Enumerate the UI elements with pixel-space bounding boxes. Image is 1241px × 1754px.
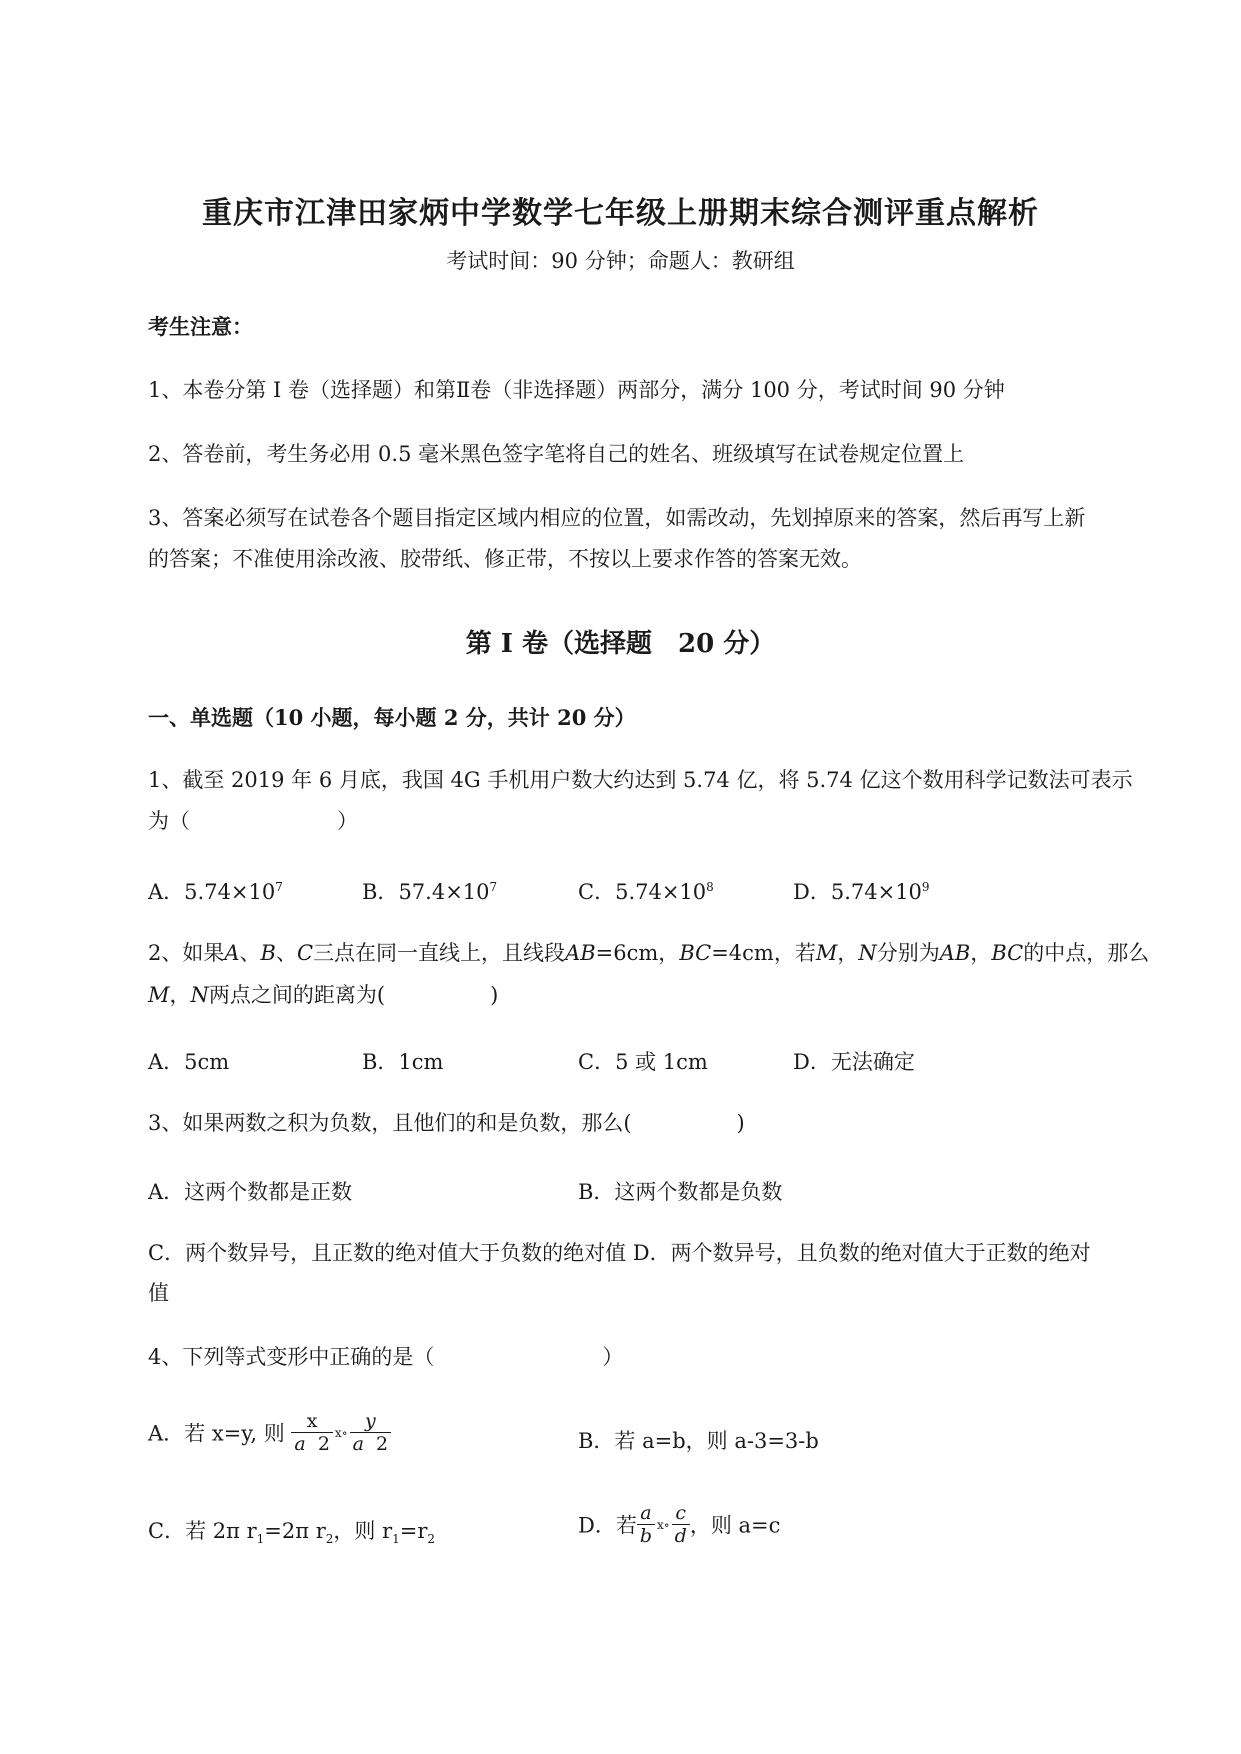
exam-subtitle: 考试时间：90 分钟；命题人：教研组 — [446, 249, 795, 273]
fraction-y-over-a2: $\frac{y}{a 2}$ — [350, 1410, 392, 1455]
fraction-x-over-a2: $\frac{x}{a 2}$ — [291, 1410, 333, 1455]
q3-option-b: B．这两个数都是负数 — [578, 1180, 783, 1204]
q4-option-d: D．若 $\frac{a}{b}$ ⅹ∘ $\frac{c}{d}$ ，则 a=c — [578, 1502, 781, 1547]
fraction-a-over-b: $\frac{a}{b}$ — [637, 1502, 655, 1547]
question-3-text: 3、如果两数之积为负数，且他们的和是负数，那么( ) — [148, 1111, 745, 1135]
q4-option-c: C．若 2π $r_1=2\pi$ $r_2$，则 $r_1=r_2$ — [148, 1519, 436, 1547]
question-2-text-cont: M，N两点之间的距离为( ) — [148, 983, 499, 1007]
q1-option-c: C．$5.74\times 10^8$ — [578, 880, 714, 904]
q2-option-d: D．无法确定 — [793, 1050, 915, 1074]
q3-options-cd: C．两个数异号，且正数的绝对值大于负数的绝对值 D．两个数异号，且负数的绝对值大于正数的绝对 — [148, 1241, 1091, 1265]
question-4-text: 4、下列等式变形中正确的是（ ） — [148, 1345, 624, 1369]
q3-option-a: A．这两个数都是正数 — [148, 1180, 353, 1204]
notice-item-3: 3、答案必须写在试卷各个题目指定区域内相应的位置，如需改动，先划掉原来的答案，然后再写上新 — [148, 506, 1086, 530]
q4-option-a: A．若 x=y, 则 $\frac{x}{a 2}$ ⅹ∘ $\frac{y}{a 2}$ — [148, 1410, 391, 1455]
q2-option-a: A．5cm — [148, 1050, 230, 1074]
q4-option-b: B．若 a=b，则 a-3=3-b — [578, 1429, 819, 1453]
q3-options-cd-cont: 值 — [148, 1281, 169, 1305]
notice-item-1: 1、本卷分第 I 卷（选择题）和第Ⅱ卷（非选择题）两部分，满分 100 分，考试时间 90 分钟 — [148, 378, 1005, 402]
exam-title: 重庆市江津田家炳中学数学七年级上册期末综合测评重点解析 — [202, 196, 1039, 231]
question-1-text: 1、截至 2019 年 6 月底，我国 4G 手机用户数大约达到 5.74 亿，将 5.74 亿这个数用科学记数法可表示 — [148, 768, 1133, 792]
section-title: 第 I 卷（选择题 20 分） — [465, 629, 776, 659]
notice-item-3-cont: 的答案；不准使用涂改液、胶带纸、修正带，不按以上要求作答的答案无效。 — [148, 547, 862, 571]
q1-option-b: B．$57.4\times 10^7$ — [362, 880, 498, 904]
q2-option-c: C．5 或 1cm — [578, 1050, 708, 1074]
q2-option-b: B．1cm — [362, 1050, 444, 1074]
question-2-text: 2、如果A、B、C三点在同一直线上，且线段AB=6cm，BC=4cm，若M，N分别为AB，BC的中点，那么 — [148, 941, 1150, 965]
notice-item-2: 2、答卷前，考生务必用 0.5 毫米黑色签字笔将自己的姓名、班级填写在试卷规定位置上 — [148, 442, 965, 466]
fraction-c-over-d: $\frac{c}{d}$ — [672, 1502, 690, 1547]
notice-heading: 考生注意： — [148, 314, 253, 339]
question-1-text-cont: 为（ ） — [148, 809, 358, 833]
q1-option-a: A．$5.74\times 10^7$ — [148, 880, 283, 904]
part-heading: 一、单选题（10 小题，每小题 2 分，共计 20 分） — [148, 705, 636, 730]
q1-option-d: D．$5.74\times 10^9$ — [793, 880, 930, 904]
